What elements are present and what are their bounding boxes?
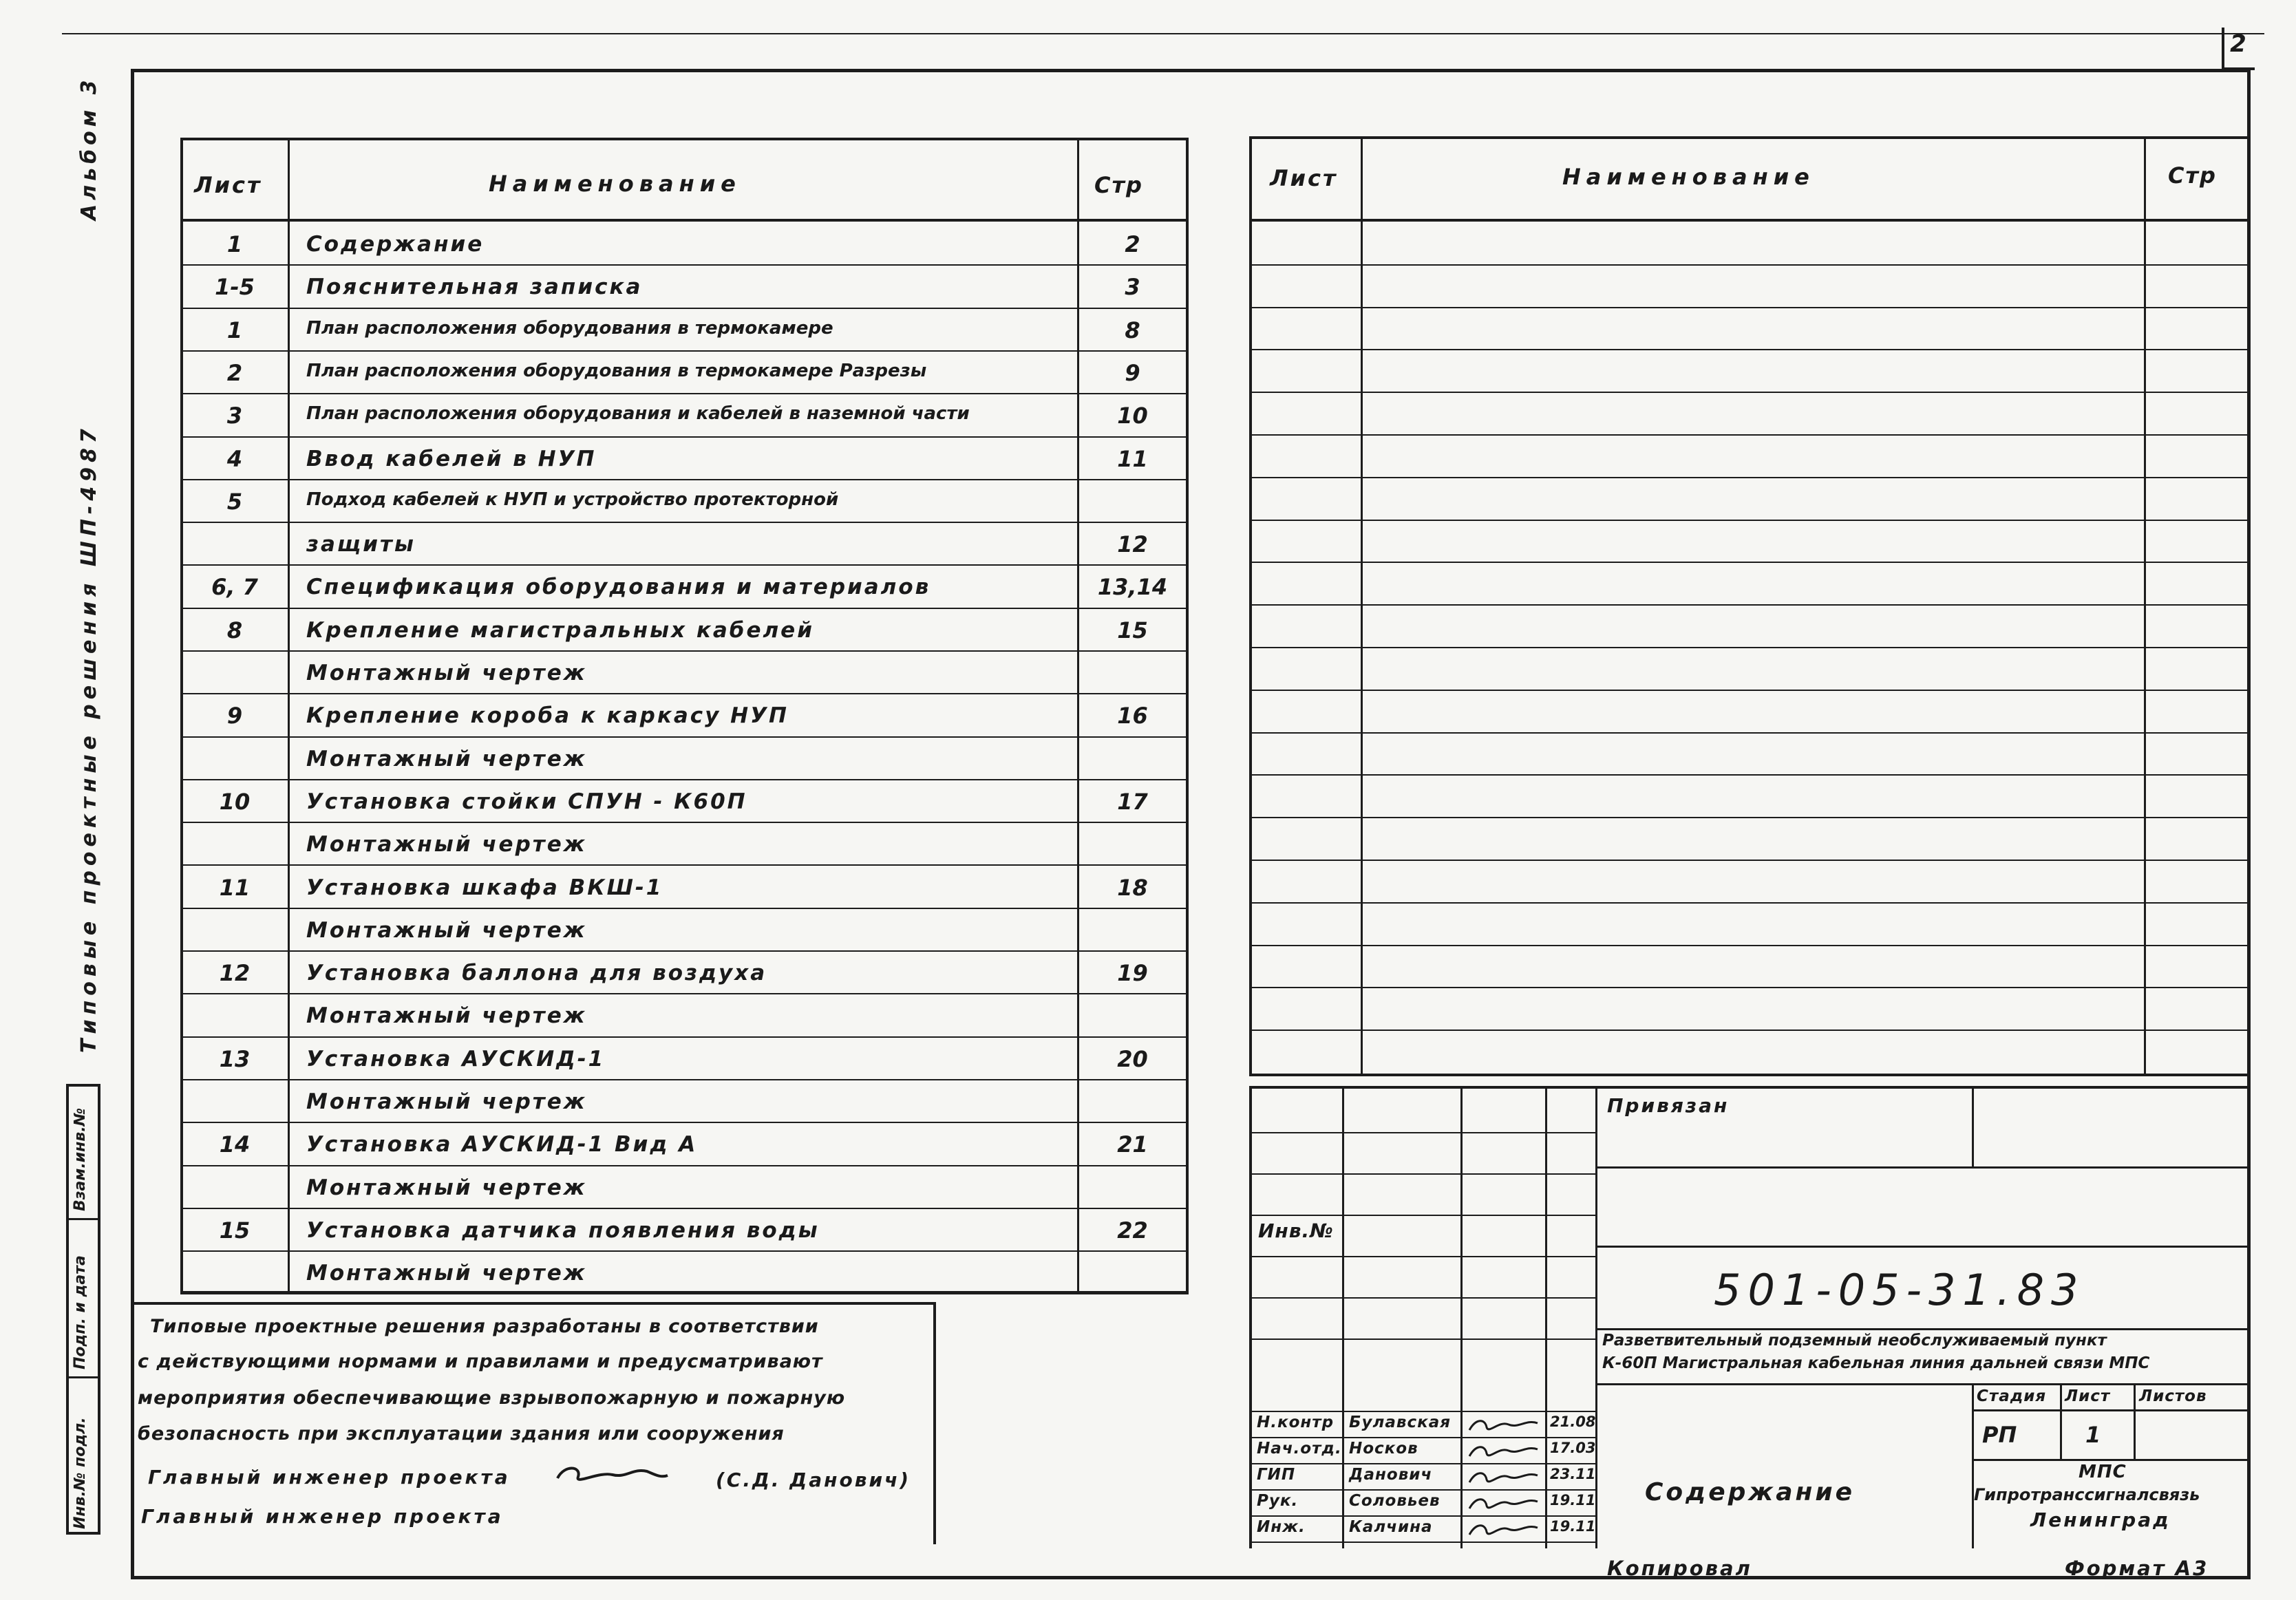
chief-engineer-label-2: Главный инженер проекта — [141, 1505, 504, 1528]
row-page: 11 — [1117, 446, 1148, 472]
signature-grid-line — [1249, 1297, 1595, 1299]
signature-name: Носков — [1349, 1440, 1418, 1458]
signature-grid-line — [1249, 1463, 1595, 1464]
handwritten-signature — [1466, 1518, 1542, 1542]
right-table-row-line — [1249, 264, 2251, 266]
row-name: Монтажный чертеж — [306, 1089, 587, 1114]
table-row-line — [180, 693, 1189, 694]
row-name: Установка баллона для воздуха — [306, 961, 767, 985]
row-name: Пояснительная записка — [306, 275, 643, 299]
row-name: Установка АУСКИД-1 Вид А — [306, 1132, 698, 1157]
row-page: 21 — [1117, 1131, 1148, 1158]
signature-name: Данович — [1349, 1466, 1433, 1484]
document-title: Содержание — [1645, 1478, 1856, 1506]
row-name: Монтажный чертеж — [306, 661, 587, 685]
row-name: Монтажный чертеж — [306, 1175, 587, 1200]
signature-role: ГИП — [1257, 1466, 1296, 1484]
signature-grid-line — [1249, 1132, 1595, 1133]
row-page: 13,14 — [1097, 574, 1168, 600]
row-name: Крепление короба к каркасу НУП — [306, 703, 789, 728]
row-sheet: 1-5 — [215, 274, 255, 300]
project-description-1: Разветвительный подземный необслуживаемый пункт — [1602, 1332, 2107, 1350]
row-sheet: 10 — [219, 789, 251, 815]
note-line-2: с действующими нормами и правилами и предусматривают — [138, 1351, 823, 1372]
row-name: План расположения оборудования в термокамере Разрезы — [306, 361, 927, 381]
right-table-row-line — [1249, 604, 2251, 606]
table-row-line — [180, 1250, 1189, 1252]
chief-signature — [551, 1458, 674, 1492]
chief-engineer-label-1: Главный инженер проекта — [148, 1466, 511, 1489]
table-row-line — [180, 950, 1189, 952]
right-table-row-line — [1249, 562, 2251, 563]
right-col-header-sheet: Лист — [1270, 165, 1338, 191]
table-row-line — [180, 864, 1189, 866]
row-name: Монтажный чертеж — [306, 918, 587, 943]
signature-role: Рук. — [1257, 1492, 1299, 1510]
project-description-2: К-60П Магистральная кабельная линия дальней связи МПС — [1602, 1354, 2150, 1372]
row-name: Содержание — [306, 232, 485, 257]
table-row-line — [180, 522, 1189, 523]
right-col-header-name: Наименование — [1562, 164, 1815, 190]
document-code: 501-05-31.83 — [1714, 1265, 2085, 1315]
inv-no-label: Инв.№ — [1258, 1219, 1334, 1242]
org-line-2: Гипротранссигналсвязь — [1974, 1485, 2200, 1504]
signature-role: Инж. — [1257, 1518, 1306, 1536]
signature-name: Булавская — [1349, 1414, 1451, 1431]
row-sheet: 1 — [226, 317, 243, 343]
sheet-value: 1 — [2085, 1422, 2101, 1448]
row-page: 3 — [1125, 274, 1140, 300]
table-row-line — [180, 779, 1189, 780]
right-table-row-line — [1249, 732, 2251, 734]
right-table-row-line — [1249, 307, 2251, 308]
row-sheet: 5 — [226, 489, 243, 515]
right-table-row-line — [1249, 902, 2251, 904]
stage-value: РП — [1982, 1422, 2017, 1448]
row-sheet: 13 — [219, 1046, 251, 1072]
row-page: 12 — [1117, 531, 1148, 557]
signature-date: 19.11 — [1550, 1492, 1596, 1508]
row-page: 15 — [1117, 617, 1148, 643]
signature-grid-line — [1249, 1542, 1595, 1543]
copied-by: Копировал — [1607, 1557, 1752, 1580]
signature-grid-line — [1249, 1338, 1595, 1340]
chief-engineer-name: (С.Д. Данович) — [716, 1469, 911, 1491]
stage-label: Стадия — [1977, 1387, 2047, 1405]
row-name: Спецификация оборудования и материалов — [306, 575, 931, 599]
table-row-line — [180, 1165, 1189, 1166]
table-row-line — [180, 1122, 1189, 1123]
row-name: защиты — [306, 532, 416, 557]
row-name: Ввод кабелей в НУП — [306, 447, 597, 471]
top-rule — [62, 33, 2264, 34]
row-name: Крепление магистральных кабелей — [306, 618, 814, 643]
table-row-line — [180, 1079, 1189, 1080]
handwritten-signature — [1466, 1414, 1542, 1437]
signature-date: 17.03 — [1550, 1440, 1596, 1456]
row-sheet: 6, 7 — [211, 574, 258, 600]
right-table-row-line — [1249, 520, 2251, 521]
table-row-line — [180, 608, 1189, 609]
row-page: 10 — [1117, 403, 1148, 429]
right-table-row-line — [1249, 647, 2251, 648]
handwritten-signature — [1466, 1440, 1542, 1463]
note-line-4: безопасность при эксплуатации здания или сооружения — [138, 1423, 785, 1444]
signature-grid-line — [1249, 1215, 1595, 1216]
row-name: Монтажный чертеж — [306, 1261, 587, 1286]
series-label: Типовые проектные решения ШП-4987 — [77, 424, 101, 1053]
row-sheet: 14 — [219, 1131, 251, 1158]
right-table-row-line — [1249, 1030, 2251, 1031]
row-sheet: 8 — [226, 617, 243, 643]
row-name: Монтажный чертеж — [306, 1003, 587, 1028]
row-name: План расположения оборудования в термокамере — [306, 318, 833, 339]
row-name: Монтажный чертеж — [306, 832, 587, 857]
right-table-row-line — [1249, 477, 2251, 478]
table-row-line — [180, 650, 1189, 652]
table-row-line — [180, 1293, 1189, 1294]
signature-role: Нач.отд. — [1257, 1440, 1342, 1458]
handwritten-signature — [1466, 1492, 1542, 1515]
handwritten-signature — [1466, 1466, 1542, 1489]
table-row-line — [180, 908, 1189, 909]
note-line-3: мероприятия обеспечивающие взрывопожарную и пожарную — [138, 1387, 846, 1409]
right-table-row-line — [1249, 987, 2251, 988]
stamp-sign-date: Подп. и дата — [72, 1255, 89, 1369]
table-row-line — [180, 736, 1189, 738]
row-page: 16 — [1117, 703, 1148, 729]
table-row-line — [180, 993, 1189, 994]
signature-grid-line — [1249, 1256, 1595, 1257]
signature-role: Н.контр — [1257, 1414, 1335, 1431]
stamp-replace-inv: Взам.инв.№ — [72, 1107, 89, 1211]
table-row-line — [180, 479, 1189, 480]
signature-grid-line — [1249, 1515, 1595, 1517]
page-number: 2 — [2230, 30, 2246, 58]
row-sheet: 11 — [219, 875, 251, 901]
signature-date: 23.11 — [1550, 1466, 1596, 1482]
col-header-name: Наименование — [489, 171, 741, 197]
signature-date: 21.08 — [1550, 1414, 1596, 1430]
table-row-line — [180, 393, 1189, 394]
org-line-3: Ленинград — [2030, 1508, 2171, 1531]
attached-label: Привязан — [1607, 1094, 1730, 1117]
right-table-row-line — [1249, 945, 2251, 946]
row-page: 9 — [1125, 360, 1140, 386]
table-row-line — [180, 436, 1189, 438]
row-name: Монтажный чертеж — [306, 747, 587, 771]
right-table-row-line — [1249, 817, 2251, 818]
row-page: 20 — [1117, 1046, 1148, 1072]
row-page: 8 — [1125, 317, 1140, 343]
right-table-row-line — [1249, 434, 2251, 436]
row-name: Установка шкафа ВКШ-1 — [306, 875, 663, 900]
table-row-line — [180, 350, 1189, 352]
album-label: Альбом 3 — [77, 76, 101, 220]
row-page: 17 — [1117, 789, 1148, 815]
row-name: Подход кабелей к НУП и устройство протекторной — [306, 489, 839, 510]
right-table-row-line — [1249, 774, 2251, 776]
signature-grid-line — [1249, 1489, 1595, 1491]
table-row-line — [180, 308, 1189, 309]
row-name: Установка датчика появления воды — [306, 1218, 820, 1243]
row-name: Установка АУСКИД-1 — [306, 1047, 606, 1071]
row-page: 18 — [1117, 875, 1148, 901]
table-row-line — [180, 822, 1189, 823]
signature-grid-line — [1249, 1411, 1595, 1412]
signature-grid-line — [1249, 1437, 1595, 1438]
signature-grid-line — [1249, 1173, 1595, 1175]
note-line-1: Типовые проектные решения разработаны в соответствии — [150, 1316, 819, 1337]
row-page: 19 — [1117, 960, 1148, 986]
signature-name: Соловьев — [1349, 1492, 1441, 1510]
org-line-1: МПС — [2079, 1462, 2127, 1482]
table-row-line — [180, 564, 1189, 566]
signature-name: Калчина — [1349, 1518, 1433, 1536]
row-sheet: 9 — [226, 703, 243, 729]
row-page: 22 — [1117, 1217, 1148, 1244]
row-sheet: 4 — [226, 446, 243, 472]
col-header-sheet: Лист — [194, 172, 262, 198]
stamp-inv-orig: Инв.№ подл. — [72, 1417, 89, 1529]
right-col-header-page: Стр — [2168, 162, 2217, 189]
right-table-row-line — [1249, 392, 2251, 393]
col-header-page: Стр — [1094, 172, 1143, 198]
sheet-label: Лист — [2065, 1387, 2111, 1405]
row-sheet: 1 — [226, 231, 243, 257]
right-table-row-line — [1249, 349, 2251, 350]
right-contents-table — [1249, 136, 2251, 1076]
row-name: План расположения оборудования и кабелей в наземной части — [306, 403, 970, 424]
row-name: Установка стойки СПУН - К60П — [306, 789, 747, 814]
row-sheet: 2 — [226, 360, 243, 386]
sheets-label: Листов — [2139, 1387, 2207, 1405]
row-sheet: 3 — [226, 403, 243, 429]
row-sheet: 12 — [219, 960, 251, 986]
sheet-format: Формат А3 — [2065, 1557, 2209, 1580]
row-page: 2 — [1125, 231, 1140, 257]
signature-date: 19.11 — [1550, 1518, 1596, 1535]
right-table-row-line — [1249, 690, 2251, 691]
table-row-line — [180, 1208, 1189, 1209]
row-sheet: 15 — [219, 1217, 251, 1244]
right-table-row-line — [1249, 860, 2251, 861]
table-row-line — [180, 1036, 1189, 1038]
table-row-line — [180, 264, 1189, 266]
